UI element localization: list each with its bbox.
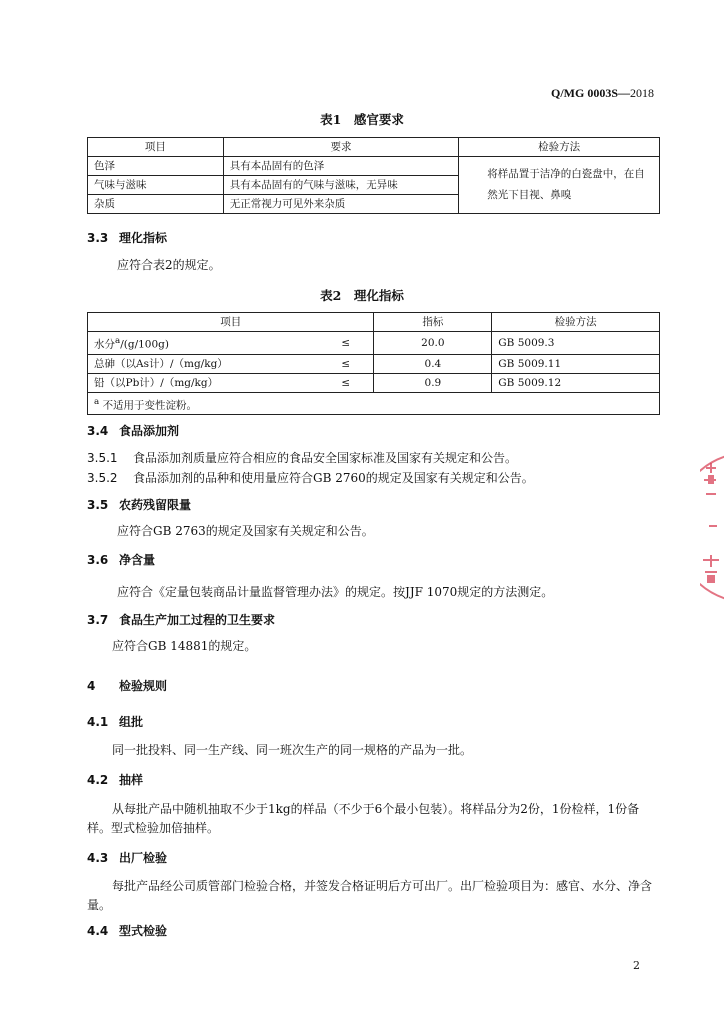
section-number: 4.1 — [87, 715, 109, 729]
table2-value: 20.0 — [374, 332, 492, 355]
section-4-2-heading — [87, 771, 143, 788]
standard-code: Q/MG 0003S—2018 — [550, 86, 654, 100]
table1-header-requirement: 要求 — [223, 138, 459, 157]
table2-item: 铅（以Pb计）/（mg/kg） — [88, 373, 319, 392]
clause-number: 3.5.1 — [87, 451, 118, 465]
table1-header-item: 项目 — [88, 138, 224, 157]
footnote-marker: a — [115, 336, 121, 346]
footnote-marker: a — [94, 396, 100, 407]
section-title: 食品添加剂 — [119, 424, 180, 438]
section-3-7-text: 应符合GB 14881的规定。 — [112, 639, 257, 653]
sensory-table — [87, 137, 660, 214]
section-number: 3.4 — [87, 424, 109, 438]
page-number: 2 — [633, 959, 640, 972]
table2-method: GB 5009.12 — [492, 373, 660, 392]
table2-caption: 表2 理化指标 — [320, 288, 404, 303]
section-title: 组批 — [119, 715, 144, 729]
section-title: 农药残留限量 — [119, 498, 192, 512]
section-4-3-text: 每批产品经公司质管部门检验合格，并签发合格证明后方可出厂。出厂检验项目为：感官、水分、净含量。 — [87, 879, 653, 912]
table1-caption: 表1 感官要求 — [320, 112, 404, 127]
table1-item: 色泽 — [88, 157, 224, 176]
table2-item-name: 水分 — [94, 338, 115, 351]
section-title: 净含量 — [119, 553, 156, 567]
standard-code-number: Q/MG 0003S — [550, 86, 618, 100]
section-number: 3.7 — [87, 613, 109, 627]
table2-method: GB 5009.3 — [492, 332, 660, 355]
table1-requirement: 具有本品固有的气味与滋味，无异味 — [223, 176, 459, 195]
section-4-3-heading — [87, 849, 167, 866]
section-3-6-heading — [87, 551, 155, 568]
section-4-4-heading — [87, 922, 167, 939]
section-title: 检验规则 — [119, 679, 168, 693]
physicochemical-table — [87, 312, 660, 415]
table2-item-unit: /(g/100g) — [120, 338, 169, 351]
section-number: 4 — [87, 679, 96, 693]
table1-requirement: 无正常视力可见外来杂质 — [223, 195, 459, 214]
table1-item: 气味与滋味 — [88, 176, 224, 195]
section-3-5-heading — [87, 496, 191, 513]
company-seal-stamp — [700, 455, 724, 600]
clause-text: 食品添加剂质量应符合相应的食品安全国家标准及国家有关规定和公告。 — [133, 451, 518, 465]
section-title: 食品生产加工过程的卫生要求 — [119, 613, 276, 627]
section-number: 3.3 — [87, 231, 109, 245]
seal-arc-icon — [700, 455, 724, 600]
section-number: 4.2 — [87, 773, 109, 787]
section-3-6-text: 应符合《定量包装商品计量监督管理办法》的规定。按JJF 1070规定的方法测定。 — [117, 585, 554, 599]
standard-year: 2018 — [630, 86, 654, 100]
table2-sign: ≤ — [318, 332, 374, 355]
section-title: 抽样 — [119, 773, 144, 787]
section-3-4-heading — [87, 422, 179, 439]
clause-3-5-1 — [87, 449, 517, 468]
table2-footnote — [88, 392, 660, 415]
table2-header-item: 项目 — [88, 313, 374, 332]
section-number: 4.3 — [87, 851, 109, 865]
section-4-1-text: 同一批投料、同一生产线、同一班次生产的同一规格的产品为一批。 — [112, 743, 473, 757]
section-number: 4.4 — [87, 924, 109, 938]
table2-sign: ≤ — [318, 354, 374, 373]
table2-header-method: 检验方法 — [492, 313, 660, 332]
section-title: 型式检验 — [119, 924, 168, 938]
section-3-7-heading — [87, 611, 275, 628]
table2-sign: ≤ — [318, 373, 374, 392]
table2-value: 0.9 — [374, 373, 492, 392]
section-4-2-text: 从每批产品中随机抽取不少于1kg的样品（不少于6个最小包装）。将样品分为2份，1份检样，1份备样。型式检验加倍抽样。 — [87, 802, 640, 835]
section-3-3-text: 应符合表2的规定。 — [117, 258, 221, 272]
table1-method: 将样品置于洁净的白瓷盘中，在自然光下目视、鼻嗅 — [459, 157, 660, 214]
table2-method: GB 5009.11 — [492, 354, 660, 373]
section-title: 出厂检验 — [119, 851, 168, 865]
section-number: 3.5 — [87, 498, 109, 512]
section-3-5-text: 应符合GB 2763的规定及国家有关规定和公告。 — [117, 524, 374, 538]
table2-item: 总砷（以As计）/（mg/kg） — [88, 354, 319, 373]
table1-header-method: 检验方法 — [459, 138, 660, 157]
table2-item — [88, 332, 319, 355]
table2-header-index: 指标 — [374, 313, 492, 332]
section-4-heading — [87, 677, 167, 694]
section-3-3-heading — [87, 229, 167, 246]
table1-item: 杂质 — [88, 195, 224, 214]
table1-requirement: 具有本品固有的色泽 — [223, 157, 459, 176]
section-4-1-heading — [87, 713, 143, 730]
section-title: 理化指标 — [119, 231, 168, 245]
section-number: 3.6 — [87, 553, 109, 567]
clause-3-5-2 — [87, 469, 534, 488]
clause-number: 3.5.2 — [87, 471, 118, 485]
table2-value: 0.4 — [374, 354, 492, 373]
clause-text: 食品添加剂的品种和使用量应符合GB 2760的规定及国家有关规定和公告。 — [133, 471, 534, 485]
footnote-text: 不适用于变性淀粉。 — [102, 399, 198, 411]
